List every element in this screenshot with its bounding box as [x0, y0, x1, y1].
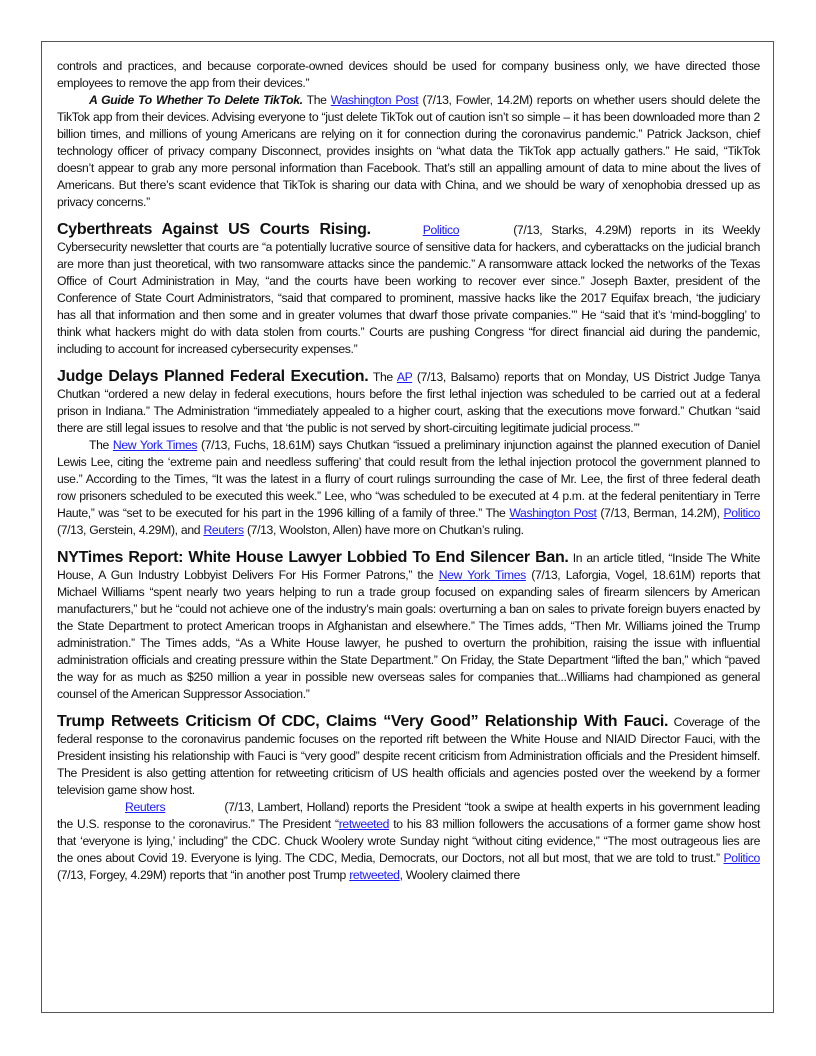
document-body	[57, 58, 760, 884]
body-text: The	[302, 93, 331, 107]
body-text: (7/13, Fowler, 14.2M) reports on whether users should delete the TikTok app from their devices. Advising everyone to “just delete TikTok out of caution isn’t so simple – it has been downloaded more than 2 billion times, and millions of young Americans are relying on it for connection during the coronavirus pandemic.” Patrick Jackson, chief technology officer of privacy company Disconnect, provides insights on “what data the TikTok app actually gathers.” He said, “TikTok doesn’t appear to grab any more personal information than Facebook. That’s still an appalling amount of data to mine about the lives of Americans. But there’s scant evidence that TikTok is sharing our data with China, and we should be wary of xenophobia dressed up as privacy concerns.”	[57, 93, 760, 209]
paragraph	[57, 549, 760, 703]
body-text: (7/13, Woolston, Allen) have more on Chutkan’s ruling.	[243, 523, 524, 537]
source-link[interactable]: AP	[396, 370, 413, 384]
story-headline: Trump Retweets Criticism Of CDC, Claims “Very Good” Relationship With Fauci.	[57, 713, 669, 730]
body-text: (7/13, Starks, 4.29M) reports in its Weekly Cybersecurity newsletter that courts are “a potentially lucrative source of sensitive data for hackers, and cyberattacks on the judicial branch are more than just theoretical, with two ransomware attacks since the pandemic.” A ransomware attack locked the networks of the Texas Office of Court Administration in May, “and the courts have been working to recover ever since.” Joseph Baxter, president of the Conference of State Court Administrators, “said that compared to prominent, massive hacks like the 2017 Equifax breach, ‘the judiciary has all that information and then some and in greater volumes that dwarf those private companies.’” He “said that it’s ‘mind-boggling’ to think what hackers might do with data stolen from courts.” Courts are pushing Congress “for direct financial aid during the pandemic, including to account for increased cybersecurity expenses.”	[57, 223, 760, 356]
source-link[interactable]: Politico	[422, 223, 460, 237]
source-link[interactable]: New York Times	[112, 438, 198, 452]
body-text: (7/13, Lambert, Holland) reports the President “took a swipe at health experts in his government leading the U.S. response to the coronavirus.” The President “	[57, 800, 760, 831]
source-link[interactable]: Politico	[723, 851, 760, 865]
body-text: (7/13, Laforgia, Vogel, 18.61M) reports that Michael Williams “spent nearly two years helping to run a trade group focused on expanding sales of firearm silencers by American manufacturers,” but he “could not achieve one of the industry’s main goals: overturning a ban on sales to private foreign buyers enacted by the State Department to protect American troops in Afghanistan and elsewhere.” The Times adds, “Then Mr. Williams joined the Trump administration.” The Times adds, “As a White House lawyer, he pushed to overturn the prohibition, raising the issue with influential administration officials and creating pressure within the State Department.” On Friday, the State Department “lifted the ban,” which “paved the way for as much as $250 million a year in possible new overseas sales for companies that...Williams had championed as general counsel of the American Suppressor Association.”	[57, 568, 760, 701]
source-link[interactable]: Washington Post	[509, 506, 597, 520]
story-headline: NYTimes Report: White House Lawyer Lobbied To End Silencer Ban.	[57, 549, 569, 566]
paragraph	[57, 221, 760, 358]
paragraph	[57, 368, 760, 437]
body-text: (7/13, Balsamo) reports that on Monday, US District Judge Tanya Chutkan “ordered a new delay in federal executions, hours before the first lethal injection was scheduled to be carried out at a federal prison in Indiana.” The Administration “immediately appealed to a higher court, asking that the executions move forward.” Chutkan “said there are still legal issues to resolve and that ‘the public is not served by short-circuiting legitimate judicial process.’”	[57, 370, 760, 435]
story-subheadline: A Guide To Whether To Delete TikTok.	[89, 93, 303, 107]
source-link[interactable]: New York Times	[438, 568, 526, 582]
body-text: (7/13, Fuchs, 18.61M) says Chutkan “issued a preliminary injunction against the planned execution of Daniel Lewis Lee, citing the ‘extreme pain and needless suffering’ that could result from the lethal injection protocol the government planned to use.” According to the Times, “It was the latest in a flurry of court rulings surrounding the case of Mr. Lee, the first of three federal death row prisoners scheduled to be executed this week.” Lee, who “was scheduled to be executed at 4 p.m. at the federal penitentiary in Terre Haute,” was “set to be executed for his part in the 1996 killing of a family of three.” The	[57, 438, 760, 520]
paragraph	[57, 713, 760, 799]
story-headline: Cyberthreats Against US Courts Rising.	[57, 221, 371, 238]
body-text: The	[89, 438, 113, 452]
body-text: (7/13, Berman, 14.2M),	[596, 506, 724, 520]
source-link[interactable]: retweeted	[338, 817, 390, 831]
body-text: Coverage of the federal response to the coronavirus pandemic focuses on the reported rift between the White House and NIAID Director Fauci, with the President insisting his relationship with Fauci is “very good” despite recent criticism from Administration officials and the President himself. The President is also getting attention for retweeting criticism of US health officials and agencies posted over the weekend by a former television game show host.	[57, 715, 760, 797]
source-link[interactable]: Reuters	[203, 523, 244, 537]
paragraph	[57, 799, 760, 884]
body-text: controls and practices, and because corporate-owned devices should be used for company business only, we have directed those employees to remove the app from their devices.”	[57, 59, 760, 90]
body-text: (7/13, Gerstein, 4.29M), and	[57, 523, 204, 537]
paragraph	[57, 58, 760, 92]
source-link[interactable]: retweeted	[349, 868, 400, 882]
body-text: (7/13, Forgey, 4.29M) reports that “in another post Trump	[57, 868, 350, 882]
source-link[interactable]: Reuters	[125, 800, 166, 814]
body-text: The	[368, 370, 397, 384]
paragraph	[57, 437, 760, 539]
paragraph	[57, 92, 760, 211]
source-link[interactable]: Politico	[723, 506, 761, 520]
body-text: , Woolery claimed there	[399, 868, 520, 882]
story-headline: Judge Delays Planned Federal Execution.	[57, 368, 369, 385]
body-text: In an article titled, “Inside The White House, A Gun Industry Lobbyist Delivers For His Former Patrons,” the	[57, 551, 761, 582]
body-text: to his 83 million followers the accusations of a former game show host that ‘everyone is lying,’ including” the CDC. Chuck Woolery wrote Sunday night “without citing evidence,” “The most outrageous lies are the ones about Covid 19. Everyone is lying. The CDC, Media, Democrats, our Doctors, not all but most, that we are told to trust.”	[57, 817, 760, 865]
source-link[interactable]: Washington Post	[330, 93, 419, 107]
